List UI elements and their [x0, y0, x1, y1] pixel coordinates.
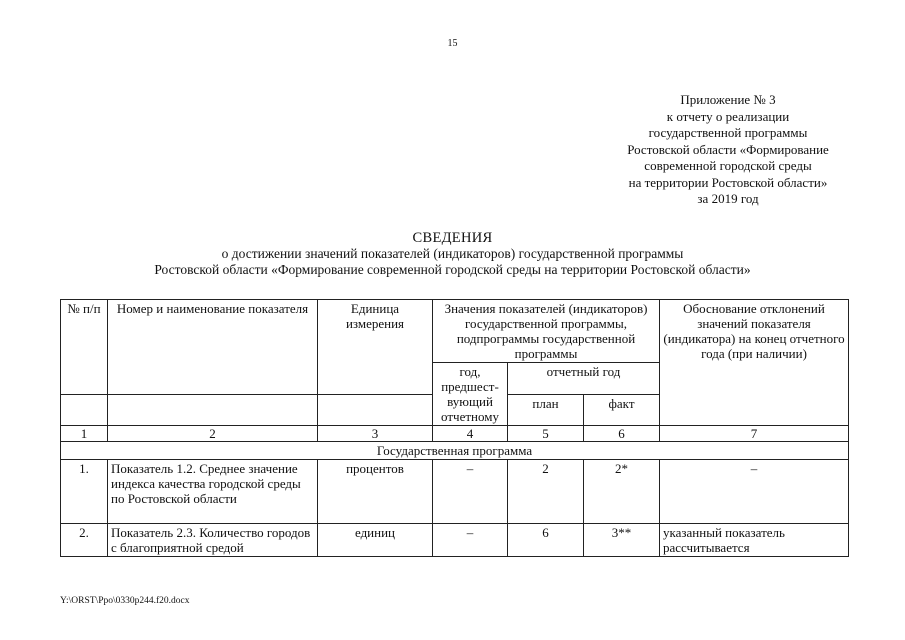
section-row: [61, 442, 849, 460]
table-row: [61, 460, 849, 524]
row-unit: процентов: [318, 460, 433, 524]
section-title: Государственная программа: [61, 442, 849, 460]
appendix-line: за 2019 год: [697, 191, 759, 206]
file-path-footer: Y:\ORST\Ppo\0330p244.f20.docx: [60, 596, 190, 606]
document-heading: [0, 230, 905, 278]
row-plan: 2: [508, 460, 584, 524]
indicators-table: [60, 299, 849, 557]
table-row: [61, 524, 849, 557]
header-unit-cont: [318, 394, 433, 426]
header-report-year: отчетный год: [508, 363, 660, 395]
row-prev: –: [433, 524, 508, 557]
header-name: Номер и наименование показателя: [108, 300, 318, 395]
row-justification: –: [660, 460, 849, 524]
heading-line: Ростовской области «Формирование современной городской среды на территории Ростовской области»: [154, 262, 751, 277]
row-name: Показатель 2.3. Количество городов с благоприятной средой: [108, 524, 318, 557]
column-number: 1: [61, 426, 108, 442]
page-number: 15: [447, 38, 458, 49]
row-plan: 6: [508, 524, 584, 557]
row-name: Показатель 1.2. Среднее значение индекса качества городской среды по Ростовской области: [108, 460, 318, 524]
column-number: 6: [584, 426, 660, 442]
header-name-cont: [108, 394, 318, 426]
heading-title: СВЕДЕНИЯ: [412, 230, 493, 246]
appendix-line: Ростовской области «Формирование: [627, 141, 829, 157]
appendix-line: к отчету о реализации: [666, 108, 790, 124]
row-fact: 2*: [584, 460, 660, 524]
column-number: 4: [433, 426, 508, 442]
column-numbers-row: [61, 426, 849, 442]
row-prev: –: [433, 460, 508, 524]
header-plan: план: [508, 394, 584, 426]
row-unit: единиц: [318, 524, 433, 557]
header-fact: факт: [584, 394, 660, 426]
column-number: 2: [108, 426, 318, 442]
row-fact: 3**: [584, 524, 660, 557]
heading-line: о достижении значений показателей (индикаторов) государственной программы: [221, 246, 684, 261]
row-num: 2.: [61, 524, 108, 557]
appendix-line: государственной программы: [648, 125, 808, 140]
appendix-line: Приложение № 3: [680, 92, 776, 107]
appendix-line: на территории Ростовской области»: [628, 174, 828, 190]
header-row: [61, 300, 849, 363]
column-number: 5: [508, 426, 584, 442]
header-unit: Единица измерения: [318, 300, 433, 395]
row-justification: указанный показатель рассчитывается: [660, 524, 849, 557]
header-prev-year: год, предшест-вующий отчетному: [433, 363, 508, 426]
appendix-line: современной городской среды: [644, 158, 812, 173]
row-num: 1.: [61, 460, 108, 524]
header-num: № п/п: [61, 300, 108, 395]
appendix-block: [598, 92, 858, 208]
column-number: 3: [318, 426, 433, 442]
header-values-group: Значения показателей (индикаторов) государственной программы, подпрограммы государственной программы: [433, 300, 660, 363]
header-num-cont: [61, 394, 108, 426]
column-number: 7: [660, 426, 849, 442]
header-justification: Обоснование отклонений значений показателя (индикатора) на конец отчетного года (при наличии): [660, 300, 849, 426]
